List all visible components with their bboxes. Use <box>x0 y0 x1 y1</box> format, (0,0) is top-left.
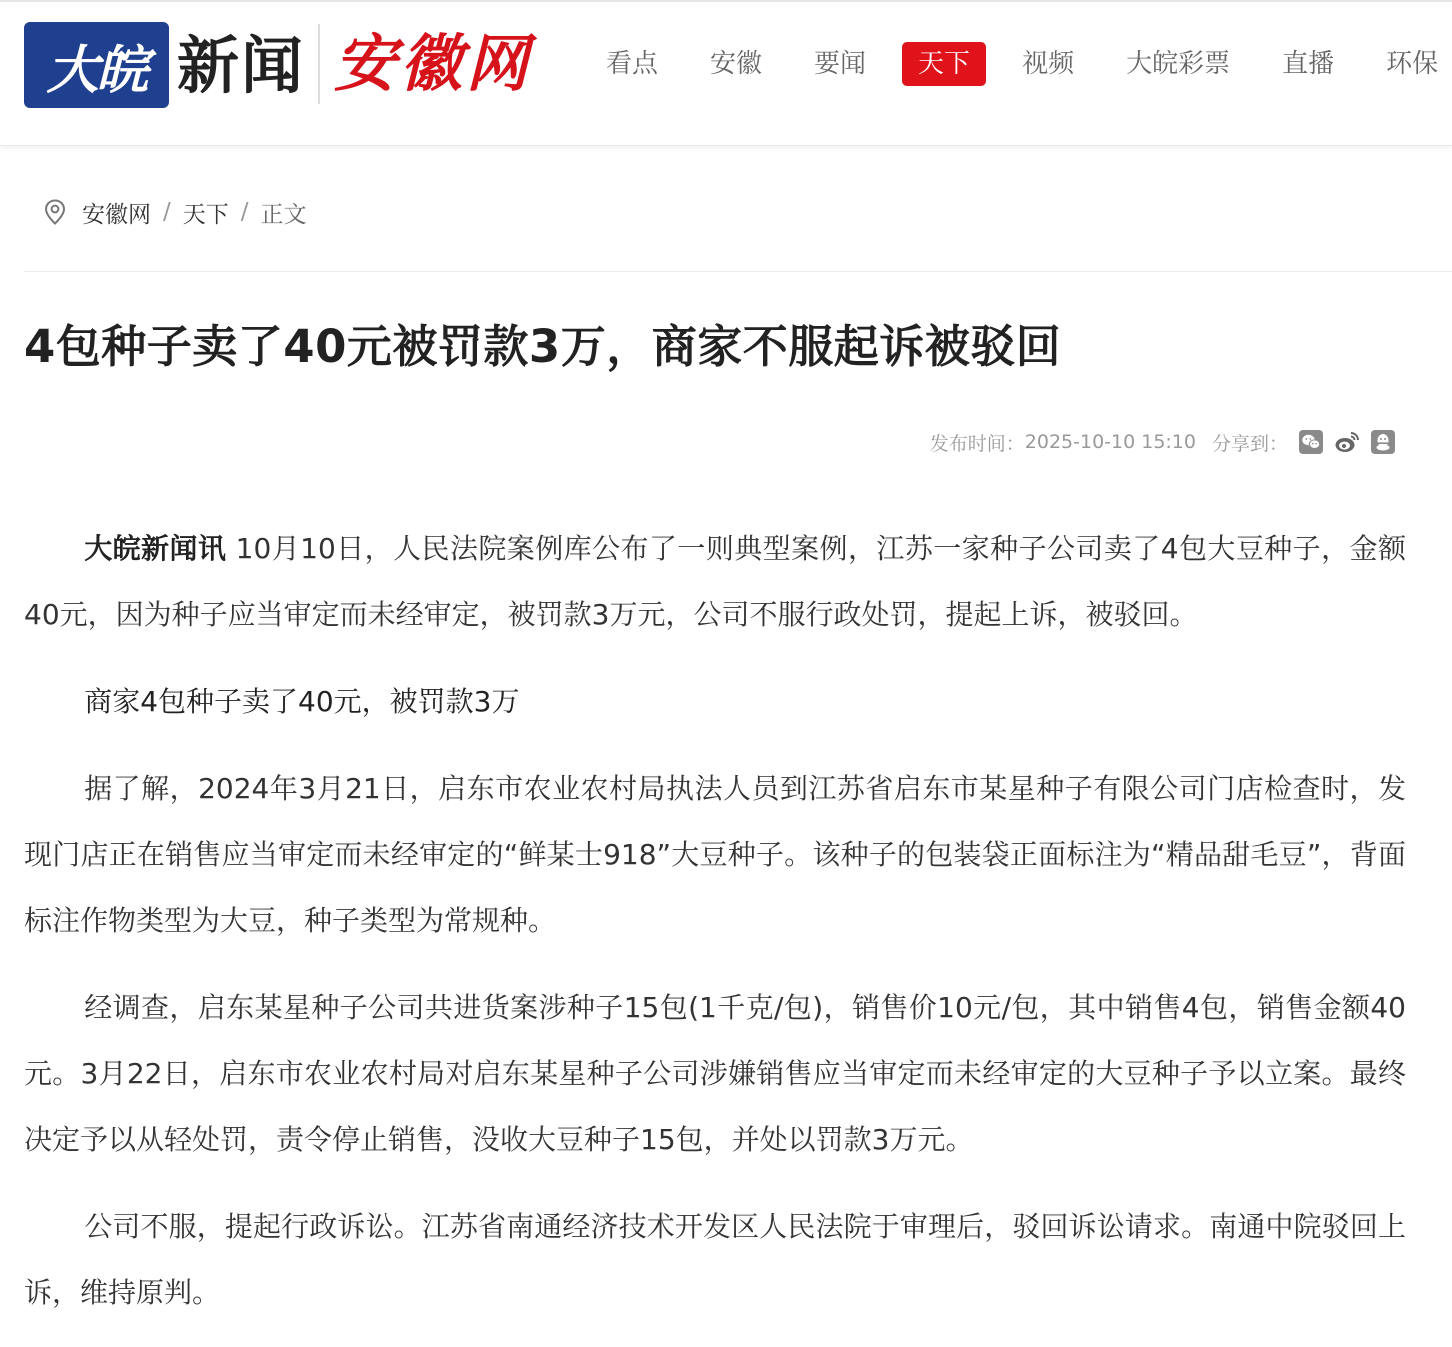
nav-item-live[interactable]: 直播 <box>1282 49 1335 79</box>
publish-label: 发布时间： <box>929 432 1025 455</box>
article-title: 4包种子卖了40元被罚款3万，商家不服起诉被驳回 <box>24 320 1062 373</box>
breadcrumb-divider <box>24 271 1452 272</box>
header-top-border <box>0 0 1452 2</box>
dawan-logo-text: 大皖 <box>46 39 147 101</box>
qq-icon[interactable] <box>1370 429 1396 455</box>
paragraph-text: 10月10日，人民法院案例库公布了一则典型案例，江苏一家种子公司卖了4包大豆种子，金额40元，因为种子应当审定而未经审定，被罚款3万元，公司不服行政处罚，提起上诉，被驳回。 <box>24 532 1406 631</box>
article-paragraph: 据了解，2024年3月21日，启东市农业农村局执法人员到江苏省启东市某星种子有限公司门店检查时，发现门店正在销售应当审定而未经审定的“鲜某士918”大豆种子。该种子的包装袋正面标注为“精品甜毛豆”，背面标注作物类型为大豆，种子类型为常规种。 <box>24 772 1406 937</box>
nav-item-env[interactable]: 环保 <box>1386 49 1439 79</box>
breadcrumb-separator: / <box>240 199 249 225</box>
article-meta <box>930 424 1396 460</box>
nav-item-lottery[interactable]: 大皖彩票 <box>1126 49 1231 79</box>
article-paragraph <box>24 516 1406 648</box>
breadcrumb-home[interactable]: 安徽网 <box>82 201 151 228</box>
article-body <box>24 516 1406 1347</box>
site-header <box>0 0 1452 146</box>
share-label: 分享到： <box>1211 432 1288 455</box>
paragraph-lead: 大皖新闻讯 <box>84 532 227 565</box>
nav-item-yaowen[interactable]: 要闻 <box>814 49 867 79</box>
nav-item-anhui[interactable]: 安徽 <box>710 49 763 79</box>
logo-divider <box>318 24 320 104</box>
nav-item-tianxia[interactable]: 天下 <box>902 42 986 86</box>
article-paragraph: 经调查，启东某星种子公司共进货案涉种子15包(1千克/包)，销售价10元/包，其中销售4包，销售金额40元。3月22日，启东市农业农村局对启东某星种子公司涉嫌销售应当审定而未经审定的大豆种子予以立案。最终决定予以从轻处罚，责令停止销售，没收大豆种子15包，并处以罚款3万元。 <box>24 991 1406 1156</box>
nav-item-video[interactable]: 视频 <box>1022 49 1075 79</box>
breadcrumb-separator: / <box>163 199 171 225</box>
weibo-icon[interactable] <box>1334 429 1360 455</box>
publish-time: 2025-10-10 15:10 <box>1024 431 1196 453</box>
breadcrumb-section[interactable]: 天下 <box>182 201 229 228</box>
main-nav <box>590 42 1452 86</box>
article-subheading: 商家4包种子卖了40元，被罚款3万 <box>84 685 520 718</box>
location-pin-icon <box>44 198 68 226</box>
anhui-net-logo[interactable]: 安徽网 <box>334 27 533 100</box>
wechat-icon[interactable] <box>1298 429 1324 455</box>
breadcrumb-current: 正文 <box>260 201 307 228</box>
breadcrumb <box>44 194 307 230</box>
news-logo-text: 新闻 <box>177 29 306 102</box>
dawan-logo[interactable] <box>24 22 169 108</box>
nav-item-kandian[interactable]: 看点 <box>606 49 659 79</box>
article-paragraph: 公司不服，提起行政诉讼。江苏省南通经济技术开发区人民法院于审理后，驳回诉讼请求。南通中院驳回上诉，维持原判。 <box>24 1210 1406 1309</box>
